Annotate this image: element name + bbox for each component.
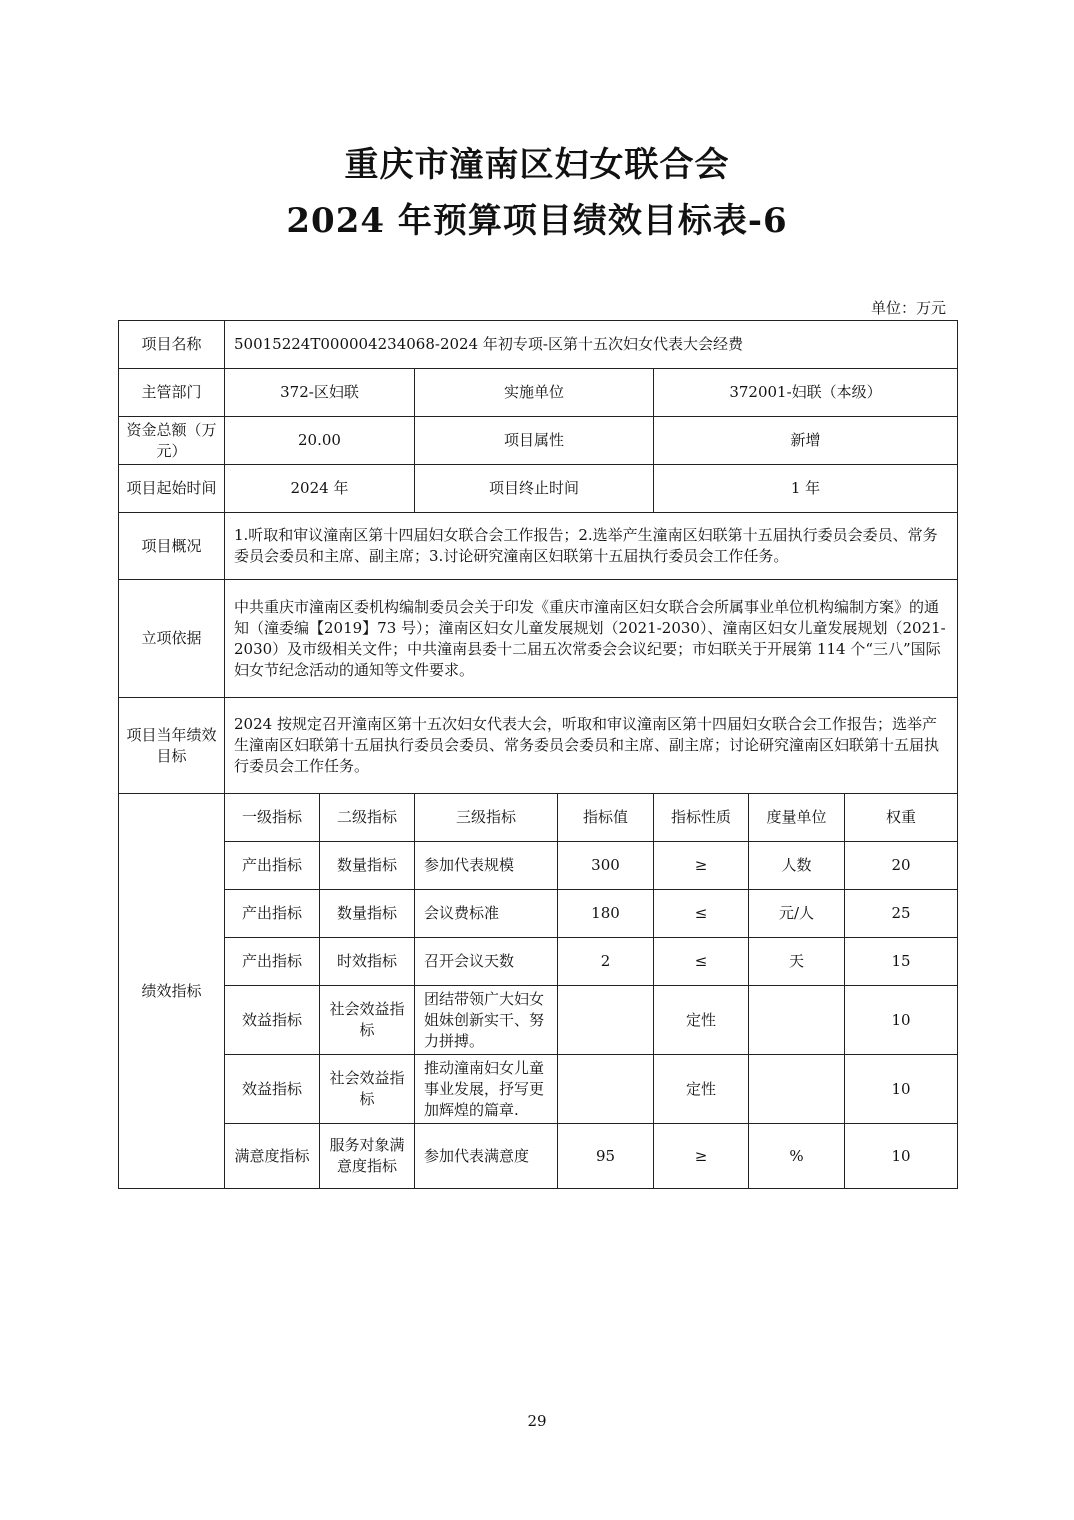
table-row (119, 1124, 958, 1189)
value-project-attribute: 新增 (654, 417, 958, 465)
row-time (119, 465, 958, 513)
cell-level3: 召开会议天数 (415, 938, 558, 986)
cell-level3: 会议费标准 (415, 890, 558, 938)
cell-level2: 时效指标 (320, 938, 415, 986)
table-row (119, 938, 958, 986)
label-project-attribute: 项目属性 (415, 417, 654, 465)
cell-value: 180 (558, 890, 654, 938)
cell-unit: 人数 (749, 842, 845, 890)
document-title-line1: 重庆市潼南区妇女联合会 (344, 145, 730, 185)
performance-target-table (118, 320, 958, 1189)
value-start-time: 2024 年 (225, 465, 415, 513)
cell-level1: 效益指标 (225, 1055, 320, 1124)
table-row (119, 1055, 958, 1124)
label-department: 主管部门 (119, 369, 225, 417)
label-start-time: 项目起始时间 (119, 465, 225, 513)
header-unit: 度量单位 (749, 794, 845, 842)
cell-unit (749, 1055, 845, 1124)
cell-level1: 产出指标 (225, 842, 320, 890)
label-overview: 项目概况 (119, 513, 225, 580)
unit-label: 单位：万元 (870, 299, 946, 317)
cell-weight: 25 (845, 890, 958, 938)
cell-value: 95 (558, 1124, 654, 1189)
cell-value: 2 (558, 938, 654, 986)
table-row (119, 986, 958, 1055)
cell-unit: 天 (749, 938, 845, 986)
cell-unit: % (749, 1124, 845, 1189)
cell-value (558, 986, 654, 1055)
cell-level1: 效益指标 (225, 986, 320, 1055)
row-project-name (119, 321, 958, 369)
cell-level3: 推动潼南妇女儿童事业发展，抒写更加辉煌的篇章. (415, 1055, 558, 1124)
cell-level1: 满意度指标 (225, 1124, 320, 1189)
header-level3: 三级指标 (415, 794, 558, 842)
row-department (119, 369, 958, 417)
label-annual-goal: 项目当年绩效目标 (119, 698, 225, 794)
value-basis: 中共重庆市潼南区委机构编制委员会关于印发《重庆市潼南区妇女联合会所属事业单位机构编制方案》的通知（潼委编【2019】73 号）；潼南区妇女儿童发展规划（2021-2030）、潼南区妇女儿童发展规划（2021-2030）及市级相关文件；中共潼南县委十二届五次常委会会议纪要；市妇联关于开展第 114 个“三八”国际妇女节纪念活动的通知等文件要求。 (225, 580, 958, 698)
cell-nature: ≥ (654, 842, 749, 890)
document-title-line2: 2024 年预算项目绩效目标表-6 (286, 201, 788, 241)
cell-unit (749, 986, 845, 1055)
cell-level2: 社会效益指标 (320, 1055, 415, 1124)
cell-level3: 参加代表满意度 (415, 1124, 558, 1189)
value-end-time: 1 年 (654, 465, 958, 513)
row-annual-goal (119, 698, 958, 794)
cell-nature: ≥ (654, 1124, 749, 1189)
page-number: 29 (527, 1412, 547, 1430)
header-level2: 二级指标 (320, 794, 415, 842)
cell-level3: 团结带领广大妇女姐妹创新实干、努力拼搏。 (415, 986, 558, 1055)
cell-unit: 元/人 (749, 890, 845, 938)
cell-weight: 10 (845, 1055, 958, 1124)
cell-weight: 10 (845, 1124, 958, 1189)
header-level1: 一级指标 (225, 794, 320, 842)
label-project-name: 项目名称 (119, 321, 225, 369)
cell-weight: 20 (845, 842, 958, 890)
row-fund (119, 417, 958, 465)
row-overview (119, 513, 958, 580)
cell-value: 300 (558, 842, 654, 890)
indicator-header-row (119, 794, 958, 842)
cell-value (558, 1055, 654, 1124)
value-implementing-unit: 372001-妇联（本级） (654, 369, 958, 417)
cell-weight: 15 (845, 938, 958, 986)
value-annual-goal: 2024 按规定召开潼南区第十五次妇女代表大会，听取和审议潼南区第十四届妇女联合会工作报告；选举产生潼南区妇联第十五届执行委员会委员、常务委员会委员和主席、副主席；讨论研究潼南区妇联第十五届执行委员会工作任务。 (225, 698, 958, 794)
cell-weight: 10 (845, 986, 958, 1055)
cell-nature: 定性 (654, 1055, 749, 1124)
label-basis: 立项依据 (119, 580, 225, 698)
value-department: 372-区妇联 (225, 369, 415, 417)
table-row (119, 890, 958, 938)
cell-level2: 数量指标 (320, 890, 415, 938)
header-weight: 权重 (845, 794, 958, 842)
label-implementing-unit: 实施单位 (415, 369, 654, 417)
value-overview: 1.听取和审议潼南区第十四届妇女联合会工作报告；2.选举产生潼南区妇联第十五届执行委员会委员、常务委员会委员和主席、副主席；3.讨论研究潼南区妇联第十五届执行委员会工作任务。 (225, 513, 958, 580)
table-row (119, 842, 958, 890)
value-fund-total: 20.00 (225, 417, 415, 465)
cell-nature: ≤ (654, 890, 749, 938)
cell-level2: 社会效益指标 (320, 986, 415, 1055)
value-project-name: 50015224T000004234068-2024 年初专项-区第十五次妇女代表大会经费 (225, 321, 958, 369)
label-end-time: 项目终止时间 (415, 465, 654, 513)
header-nature: 指标性质 (654, 794, 749, 842)
label-performance-indicators: 绩效指标 (119, 794, 225, 1189)
label-fund-total: 资金总额（万元） (119, 417, 225, 465)
cell-level1: 产出指标 (225, 938, 320, 986)
cell-level2: 数量指标 (320, 842, 415, 890)
cell-level2: 服务对象满意度指标 (320, 1124, 415, 1189)
cell-nature: 定性 (654, 986, 749, 1055)
cell-nature: ≤ (654, 938, 749, 986)
row-basis (119, 580, 958, 698)
header-value: 指标值 (558, 794, 654, 842)
cell-level3: 参加代表规模 (415, 842, 558, 890)
cell-level1: 产出指标 (225, 890, 320, 938)
